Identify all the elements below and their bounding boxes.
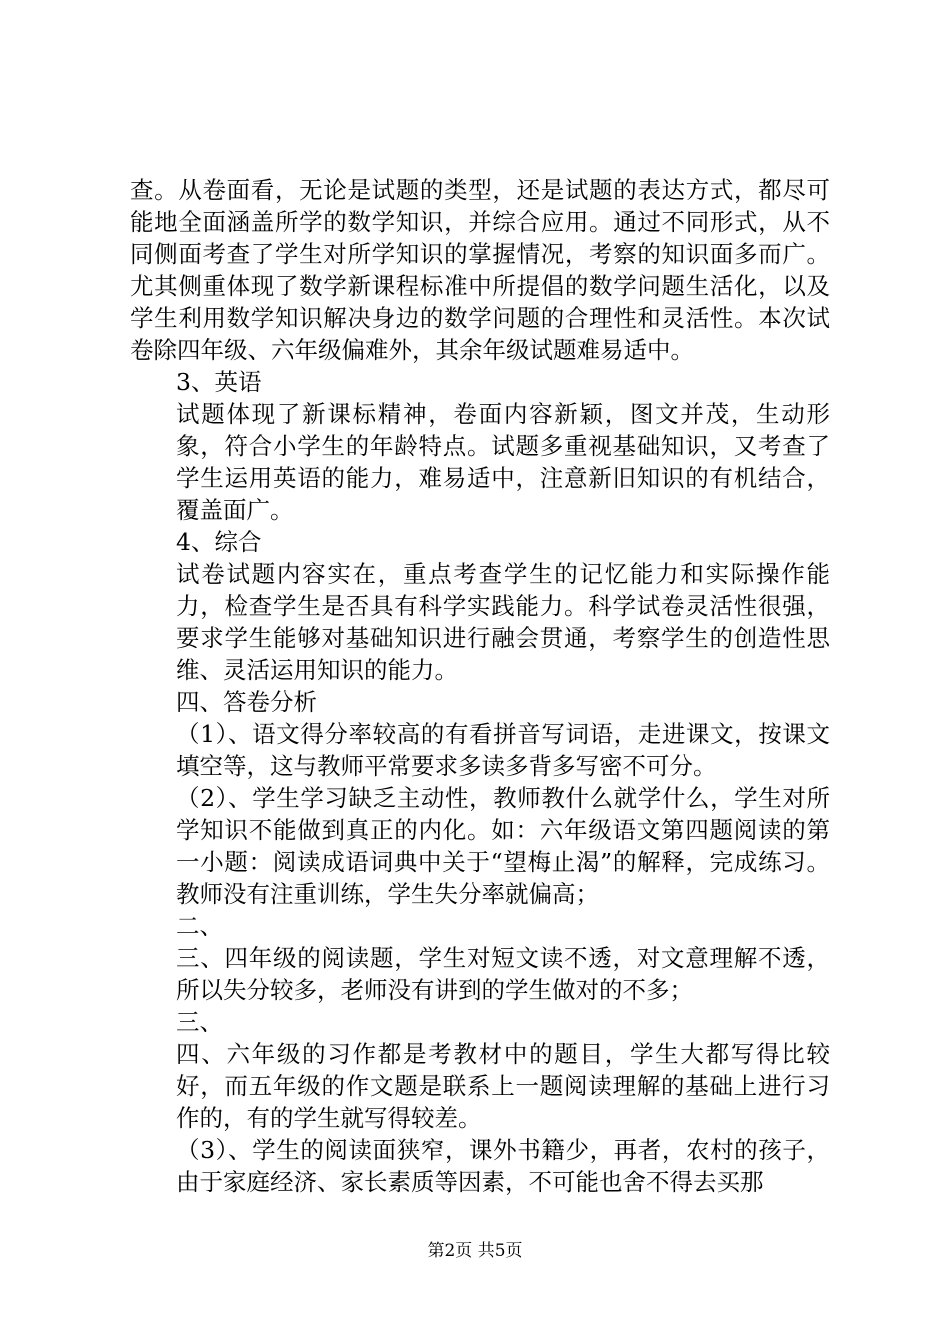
paragraph-marker-two: 二、 [176, 912, 223, 940]
paragraph-item-3: （3）、学生的阅读面狭窄，课外书籍少，再者，农村的孩子，由于家庭经济、家长素质等因素，不可能也舍不得去买那 [176, 1136, 830, 1196]
document-body [130, 174, 830, 1198]
heading-english: 3、英语 [176, 368, 262, 396]
paragraph-item-2: （2）、学生学习缺乏主动性，教师教什么就学什么，学生对所学知识不能做到真正的内化。如：六年级语文第四题阅读的第一小题：阅读成语词典中关于“望梅止渴”的解释，完成练习。教师没有注重训练，学生失分率就偏高； [176, 784, 830, 908]
paragraph-marker-three: 三、 [176, 1008, 223, 1036]
heading-comprehensive: 4、综合 [176, 528, 262, 556]
page-footer [0, 1240, 950, 1262]
paragraph-item-1: （1）、语文得分率较高的有看拼音写词语，走进课文，按课文填空等，这与教师平常要求多读多背多写密不可分。 [176, 720, 830, 780]
paragraph-grade-six-writing: 四、六年级的习作都是考教材中的题目，学生大都写得比较好，而五年级的作文题是联系上一题阅读理解的基础上进行习作的，有的学生就写得较差。 [176, 1040, 830, 1132]
heading-answer-analysis: 四、答卷分析 [176, 688, 317, 716]
paragraph-math-analysis: 查。从卷面看，无论是试题的类型，还是试题的表达方式，都尽可能地全面涵盖所学的数学知识，并综合应用。通过不同形式，从不同侧面考查了学生对所学知识的掌握情况，考察的知识面多而广。尤其侧重体现了数学新课程标准中所提倡的数学问题生活化，以及学生利用数学知识解决身边的数学问题的合理性和灵活性。本次试卷除四年级、六年级偏难外，其余年级试题难易适中。 [130, 176, 830, 364]
paragraph-grade-four-reading: 三、四年级的阅读题，学生对短文读不透，对文意理解不透，所以失分较多，老师没有讲到的学生做对的不多； [176, 944, 830, 1004]
page-number-label: 第2页 共5页 [427, 1241, 523, 1261]
paragraph-english-analysis: 试题体现了新课标精神，卷面内容新颖，图文并茂，生动形象，符合小学生的年龄特点。试题多重视基础知识，又考查了学生运用英语的能力，难易适中，注意新旧知识的有机结合，覆盖面广。 [176, 400, 830, 524]
paragraph-comprehensive-analysis: 试卷试题内容实在，重点考查学生的记忆能力和实际操作能力，检查学生是否具有科学实践能力。科学试卷灵活性很强，要求学生能够对基础知识进行融会贯通，考察学生的创造性思维、灵活运用知识的能力。 [176, 560, 830, 684]
